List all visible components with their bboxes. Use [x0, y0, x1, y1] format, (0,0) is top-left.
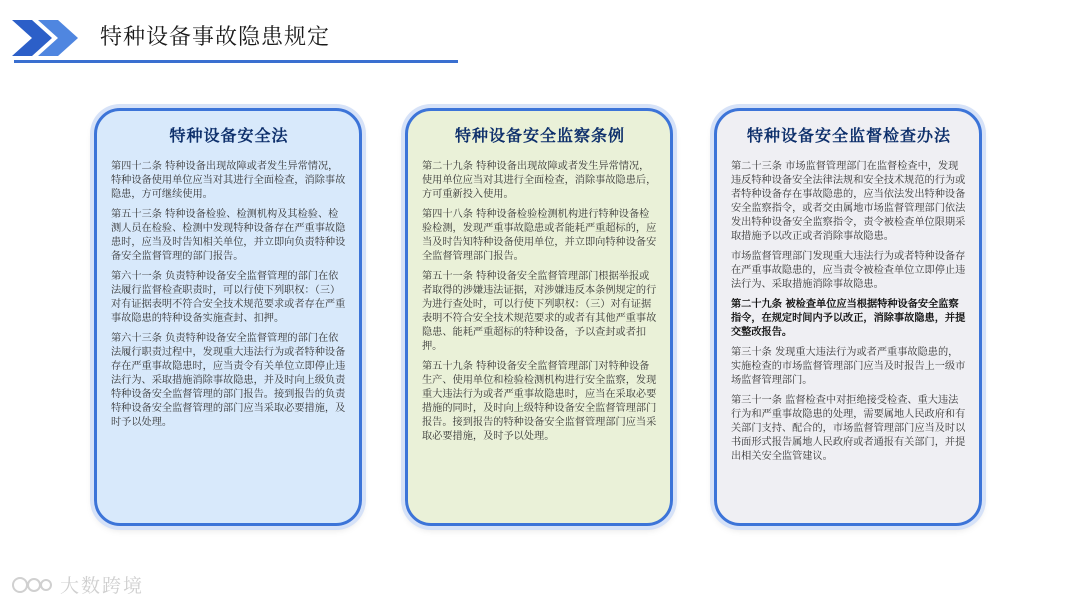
card-safety-supervision-regulations — [405, 108, 673, 526]
article-paragraph: 第四十二条 特种设备出现故障或者发生异常情况，特种设备使用单位应当对其进行全面检查，消除事故隐患，方可继续使用。 — [111, 161, 346, 200]
article-paragraph: 第三十条 发现重大违法行为或者严重事故隐患的，实施检查的市场监督管理部门应当及时报告上一级市场监督管理部门。 — [731, 347, 966, 386]
card-title: 特种设备安全监察条例 — [454, 126, 625, 145]
watermark-text: 大数跨境 — [60, 575, 145, 597]
article-paragraph: 第三十一条 监督检查中对拒绝接受检查、重大违法行为和严重事故隐患的处理，需要属地人民政府和有关部门支持、配合的，市场监督管理部门应当及时以书面形式报告属地人民政府或者通报有关部门，并提出相关安全监管建议。 — [731, 395, 966, 462]
article-paragraph: 第五十九条 特种设备安全监督管理部门对特种设备生产、使用单位和检验检测机构进行安全监察，发现重大违法行为或者严重事故隐患时，应当在采取必要措施的同时，及时向上级特种设备安全监督管理部门报告。接到报告的特种设备安全监督管理部门应当采取必要措施，及时予以处理。 — [422, 361, 657, 442]
logo-icon — [10, 573, 54, 597]
card-special-equipment-safety-law — [94, 108, 362, 526]
title-underline — [14, 60, 458, 63]
card-title: 特种设备安全法 — [169, 126, 289, 145]
article-paragraph: 第二十三条 市场监督管理部门在监督检查中，发现违反特种设备安全法律法规和安全技术规范的行为或者特种设备存在事故隐患的，应当依法发出特种设备安全监察指令，或者交由属地市场监督管理部门依法发出特种设备安全监察指令，责令被检查单位限期采取措施予以改正或者消除事故隐患。 — [731, 161, 966, 242]
article-paragraph-bold: 第二十九条 被检查单位应当根据特种设备安全监察指令，在规定时间内予以改正，消除事故隐患，并提交整改报告。 — [731, 299, 966, 338]
article-paragraph: 第五十三条 特种设备检验、检测机构及其检验、检测人员在检验、检测中发现特种设备存在严重事故隐患时，应当及时告知相关单位，并立即向负责特种设备安全监督管理的部门报告。 — [111, 209, 346, 262]
page-title: 特种设备事故隐患规定 — [100, 25, 331, 50]
card-title: 特种设备安全监督检查办法 — [746, 126, 951, 145]
watermark — [10, 571, 144, 598]
chevron-arrow-icon — [8, 16, 88, 60]
article-paragraph: 市场监督管理部门发现重大违法行为或者特种设备存在严重事故隐患的，应当责令被检查单位立即停止违法行为、采取措施消除事故隐患。 — [731, 251, 966, 290]
article-paragraph: 第六十一条 负责特种设备安全监督管理的部门在依法履行监督检查职责时，可以行使下列职权：（三）对有证据表明不符合安全技术规范要求或者存在严重事故隐患的特种设备实施查封、扣押。 — [111, 271, 346, 324]
article-paragraph: 第六十三条 负责特种设备安全监督管理的部门在依法履行职责过程中，发现重大违法行为或者特种设备存在严重事故隐患时，应当责令有关单位立即停止违法行为、采取措施消除事故隐患，并及时向上级负责特种设备安全监督管理的部门报告。接到报告的负责特种设备安全监督管理的部门应当采取必要措施，及时予以处理。 — [111, 333, 346, 428]
article-paragraph: 第四十八条 特种设备检验检测机构进行特种设备检验检测，发现严重事故隐患或者能耗严重超标的，应当及时告知特种设备使用单位，并立即向特种设备安全监督管理部门报告。 — [422, 209, 657, 262]
article-paragraph: 第二十九条 特种设备出现故障或者发生异常情况，使用单位应当对其进行全面检查，消除事故隐患后，方可重新投入使用。 — [422, 161, 657, 200]
card-supervision-inspection-measures — [714, 108, 982, 526]
article-paragraph: 第五十一条 特种设备安全监督管理部门根据举报或者取得的涉嫌违法证据，对涉嫌违反本条例规定的行为进行查处时，可以行使下列职权：（三）对有证据表明不符合安全技术规范要求的或者有其他严重事故隐患、能耗严重超标的特种设备，予以查封或者扣押。 — [422, 271, 657, 352]
